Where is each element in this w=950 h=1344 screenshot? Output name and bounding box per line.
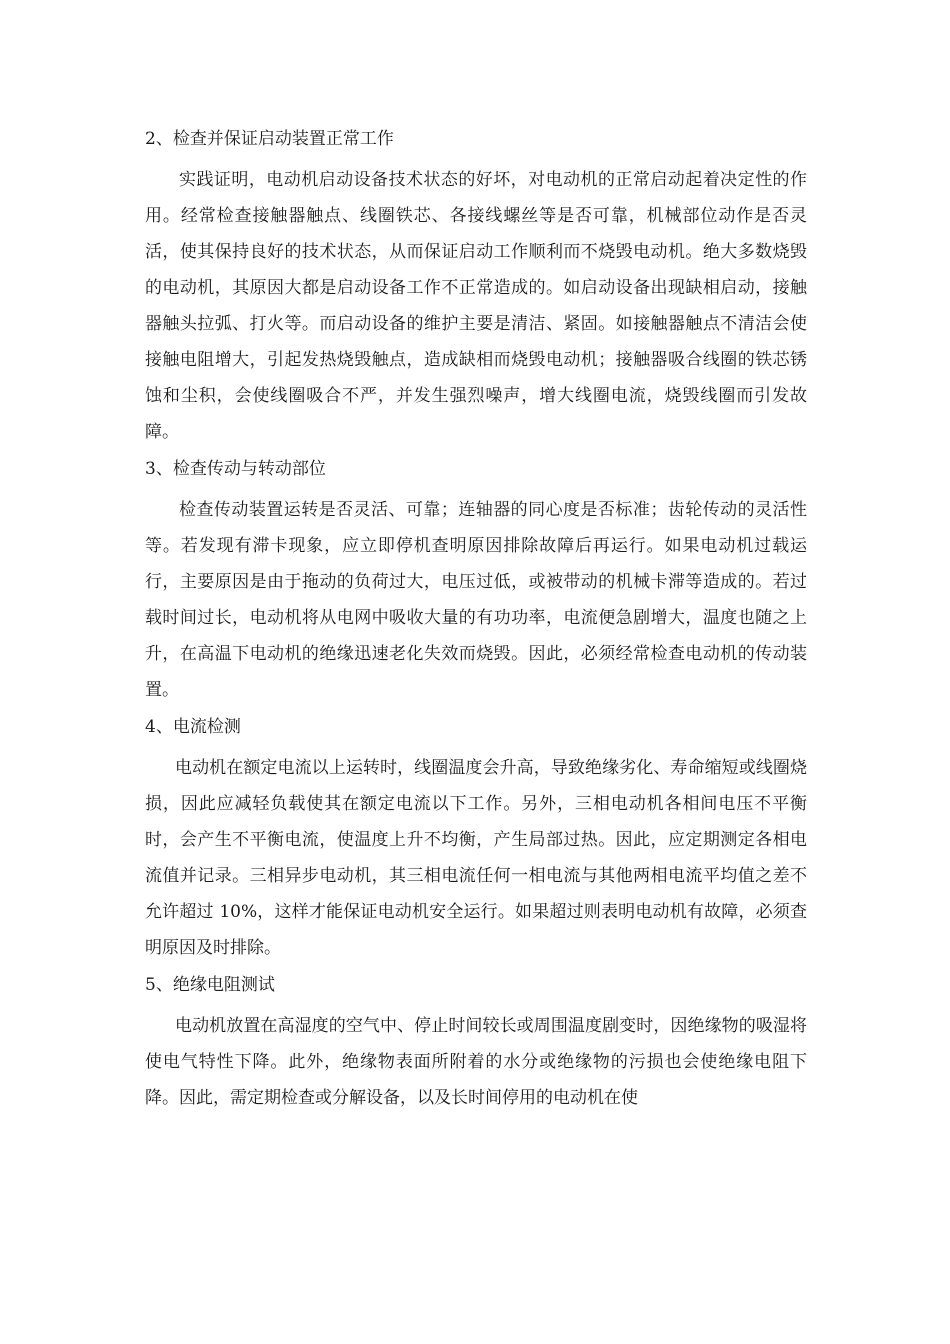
section-3-body: 检查传动装置运转是否灵活、可靠；连轴器的同心度是否标准；齿轮传动的灵活性等。若发现有滞卡现象，应立即停机查明原因排除故障后再运行。如果电动机过载运行，主要原因是由于拖动的负荷过大，电压过低，或被带动的机械卡滞等造成的。若过载时间过长，电动机将从电网中吸收大量的有功功率，电流便急剧增大，温度也随之上升，在高温下电动机的绝缘迅速老化失效而烧毁。因此，必须经常检查电动机的传动装置。 (145, 500, 807, 700)
section-5-heading: 5、绝缘电阻测试 (145, 975, 275, 995)
section-2-body: 实践证明，电动机启动设备技术状态的好坏，对电动机的正常启动起着决定性的作用。经常检查接触器触点、线圈铁芯、各接线螺丝等是否可靠，机械部位动作是否灵活，使其保持良好的技术状态，从而保证启动工作顺利而不烧毁电动机。绝大多数烧毁的电动机，其原因大都是启动设备工作不正常造成的。如启动设备出现缺相启动，接触器触头拉弧、打火等。而启动设备的维护主要是清洁、紧固。如接触器触点不清洁会使接触电阻增大，引起发热烧毁触点，造成缺相而烧毁电动机；接触器吸合线圈的铁芯锈蚀和尘积，会使线圈吸合不严，并发生强烈噪声，增大线圈电流，烧毁线圈而引发故障。 (145, 170, 807, 442)
section-4-heading: 4、电流检测 (145, 717, 241, 737)
section-4-body: 电动机在额定电流以上运转时，线圈温度会升高，导致绝缘劣化、寿命缩短或线圈烧损，因此应减轻负载使其在额定电流以下工作。另外，三相电动机各相间电压不平衡时，会产生不平衡电流，使温度上升不均衡，产生局部过热。因此，应定期测定各相电流值并记录。三相异步电动机，其三相电流任何一相电流与其他两相电流平均值之差不允许超过 10%，这样才能保证电动机安全运行。如果超过则表明电动机有故障，必须查明原因及时排除。 (145, 758, 807, 958)
section-2-heading: 2、检查并保证启动装置正常工作 (145, 129, 394, 149)
section-3-heading: 3、检查传动与转动部位 (145, 459, 326, 479)
section-5-body: 电动机放置在高湿度的空气中、停止时间较长或周围温度剧变时，因绝缘物的吸湿将使电气特性下降。此外，绝缘物表面所附着的水分或绝缘物的污损也会使绝缘电阻下降。因此，需定期检查或分解设备，以及长时间停用的电动机在使 (145, 1016, 807, 1108)
document-content (145, 120, 807, 1116)
